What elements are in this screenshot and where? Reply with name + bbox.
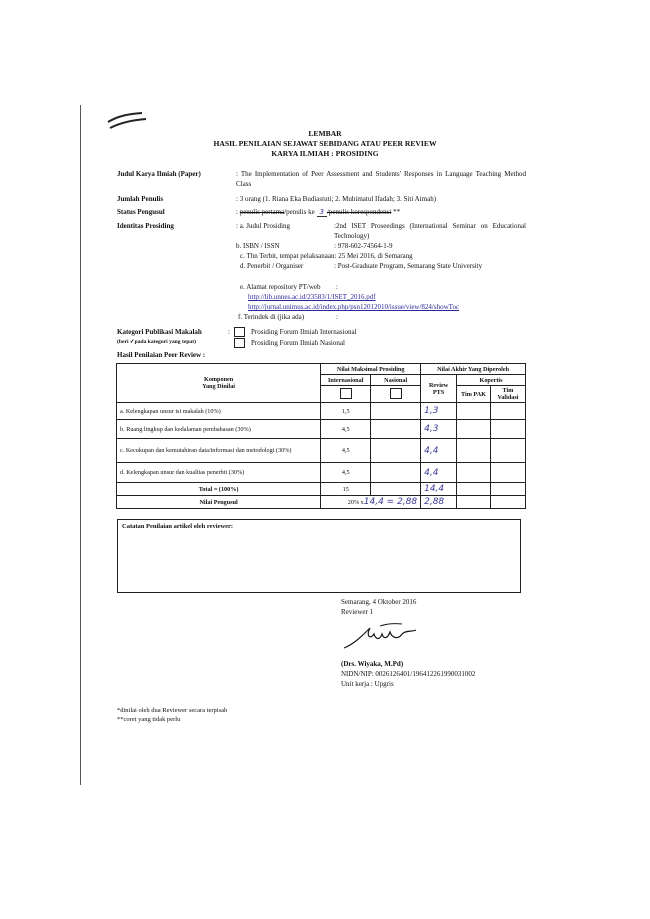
header-nasional: Nasional [371, 375, 421, 386]
nasional-checkbox-cell [371, 386, 421, 403]
header-kopertis: Kopertis [457, 375, 526, 386]
total-label: Total = (100%) [117, 483, 321, 496]
kategori-note: (beri ✓pada kategori yang tepat) [117, 339, 196, 345]
identitas-label: Identitas Prosiding [117, 222, 174, 230]
row-intl: 4,5 [321, 439, 371, 463]
row-komponen: b. Ruang lingkup dan kedalaman pembahasan (30%) [117, 420, 321, 439]
scan-edge-line [80, 105, 81, 785]
table-row [117, 420, 526, 439]
checkbox-table-internasional[interactable] [340, 388, 352, 399]
header-subtitle: HASIL PENILAIAN SEJAWAT SEBIDANG ATAU PEER REVIEW [213, 139, 437, 148]
isbn-label: b. ISBN / ISSN [236, 242, 280, 250]
signature-image [340, 618, 420, 654]
reviewer-unit: Unit kerja : Upgris [341, 680, 394, 688]
hasil-label: Hasil Penilaian Peer Review : [117, 351, 206, 359]
table-row-total [117, 483, 526, 496]
status-value [236, 208, 400, 218]
internasional-checkbox-cell [321, 386, 371, 403]
status-struck-first: penulis pertama [239, 208, 285, 216]
place-date: Semarang, 4 Oktober 2016 [341, 598, 417, 606]
header-type: KARYA ILMIAH : PROSIDING [271, 149, 379, 158]
nilai-pengusul-label: Nilai Pengusul [117, 496, 321, 509]
status-mid: /penulis ke [284, 208, 315, 216]
penerbit-value: : Post-Graduate Program, Semarang State University [334, 262, 483, 270]
row-review: 4,3 [421, 420, 457, 439]
header-tim-validasi: Tim Validasi [490, 386, 525, 403]
catatan-box [117, 519, 521, 593]
total-review: 14,4 [421, 483, 457, 496]
checkbox-internasional[interactable] [234, 327, 245, 337]
terindek-colon: : [336, 313, 338, 321]
reviewer-role: Reviewer 1 [341, 608, 374, 616]
header-review-pts: Review PTS [421, 375, 457, 403]
kategori-option-nasional: Prosiding Forum Ilmiah Nasional [251, 339, 345, 347]
kategori-option-internasional: Prosiding Forum Ilmiah Internasional [251, 328, 357, 336]
nilai-pengusul-review: 2,88 [421, 496, 457, 509]
jumlah-label: Jumlah Penulis [117, 195, 164, 203]
repository-label: e. Alamat repository PT/web [240, 283, 321, 291]
row-review: 4,4 [421, 439, 457, 463]
nilai-pengusul-formula-cell [321, 496, 421, 509]
status-label: Status Pengusul [117, 208, 165, 216]
judul-prosiding-label: : a. Judul Prosiding [236, 222, 291, 230]
status-handwritten-number: 3 [317, 208, 327, 217]
row-komponen: c. Kecukupan dan kemutahiran data/informasi dan metodologi (30%) [117, 439, 321, 463]
row-intl: 4,5 [321, 420, 371, 439]
row-intl: 1,5 [321, 403, 371, 420]
status-prefix: : [236, 208, 238, 216]
header-title: LEMBAR [308, 129, 342, 138]
terindek-label: f. Terindek di (jika ada) [238, 313, 305, 321]
judul-value: : The Implementation of Peer Assessment and Students' Responses in Language Teaching Method Class [236, 170, 526, 188]
row-komponen: a. Kelengkapan unsur isi makalah (10%) [117, 403, 321, 420]
table-row [117, 403, 526, 420]
nilai-pengusul-formula: 20% x [347, 499, 364, 506]
penerbit-label: d. Penerbit / Organiser [240, 262, 304, 270]
total-intl: 15 [321, 483, 371, 496]
table-row [117, 439, 526, 463]
reviewer-nidn: NIDN/NIP: 0026126401/196412261990031002 [341, 670, 476, 678]
checkbox-table-nasional[interactable] [390, 388, 402, 399]
checkbox-nasional[interactable] [234, 338, 245, 348]
nilai-pengusul-handwritten: 14,4 = 2,88 [363, 497, 418, 507]
row-review: 4,4 [421, 463, 457, 483]
repository-colon: : [336, 283, 338, 291]
row-review: 1,3 [421, 403, 457, 420]
row-intl: 4,5 [321, 463, 371, 483]
header-nilai-akhir: Nilai Akhir Yang Diperoleh [421, 364, 526, 375]
catatan-label: Catatan Penilaian artikel oleh reviewer: [122, 523, 234, 530]
tahun-terbit: c. Thn Terbit, tempat pelaksanaan: 25 Mei 2016, di Semarang [240, 252, 413, 260]
row-komponen: d. Kelengkapan unsur dan kualitas penerbit (30%) [117, 463, 321, 483]
judul-prosiding-value: :2nd ISET Proseedings (International Seminar on Educational Technology) [334, 222, 526, 240]
status-struck-second: /penulis korespondensi [326, 208, 392, 216]
status-suffix: ** [393, 208, 401, 216]
isbn-value: : 978-602-74564-1-9 [334, 242, 393, 250]
header-tim-pak: Tim PAK [457, 386, 491, 403]
reviewer-name: (Drs. Wiyaka, M.Pd) [341, 660, 404, 668]
header-komponen: Komponen Yang Dinilai [117, 364, 321, 403]
review-table [116, 363, 526, 509]
repository-link-2[interactable]: http://jurnal.unimus.ac.id/index.php/psn12012010/issue/view/824/showToc [248, 303, 460, 311]
header-internasional: Internasional [321, 375, 371, 386]
table-row [117, 463, 526, 483]
table-row-nilai-pengusul [117, 496, 526, 509]
jumlah-value: : 3 orang (1. Riana Eka Budiastuti; 2. Muhimatul Ifadah; 3. Siti Aimah) [236, 195, 437, 203]
kategori-colon: : [228, 328, 230, 336]
kategori-label: Kategori Publikasi Makalah [117, 328, 202, 336]
repository-link-1[interactable]: http://lib.unnes.ac.id/23583/1/ISET_2016.pdf [248, 293, 376, 301]
header-nilai-maksimal: Nilai Maksimal Prosiding [321, 364, 421, 375]
footnote-1: *dinilai oleh dua Reviewer secara terpisah [117, 707, 228, 714]
judul-label: Judul Karya Ilmiah (Paper) [117, 170, 201, 178]
footnote-2: **coret yang tidak perlu [117, 716, 181, 723]
